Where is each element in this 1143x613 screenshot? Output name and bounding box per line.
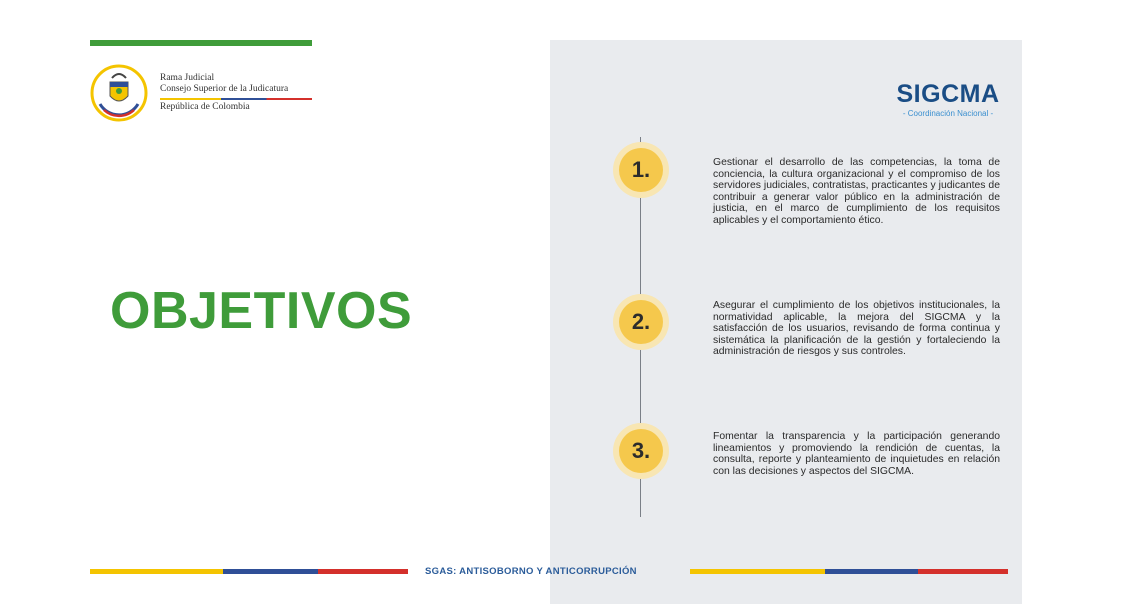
org-name-line1: Rama Judicial xyxy=(160,73,215,83)
country-name: República de Colombia xyxy=(160,102,250,112)
objective-3-text: Fomentar la transparencia y la participación generando lineamientos y promoviendo la rendición de cuentas, la consulta, reporte y planteamiento de inquietudes en relación con las decisiones y aspectos del SIGCMA. xyxy=(713,431,1000,477)
top-accent-bar xyxy=(90,40,312,46)
sigcma-brand xyxy=(883,80,1013,119)
footer-bar-blue-right xyxy=(825,569,918,574)
logo-text xyxy=(160,73,312,113)
footer-bar-red-right xyxy=(918,569,1008,574)
footer-bar-yellow-left xyxy=(90,569,223,574)
logo-divider xyxy=(160,98,312,100)
org-name-line2: Consejo Superior de la Judicatura xyxy=(160,84,289,94)
objective-1-text: Gestionar el desarrollo de las competencias, la toma de conciencia, la cultura organizacional y el compromiso de los servidores judiciales, contratistas, practicantes y judicantes de contribuir a generar valor público en la administración de justicia, en el marco de cumplimiento de los requisitos aplicables y el comportamiento ético. xyxy=(713,157,1000,226)
brand-name: SIGCMA xyxy=(896,80,1000,108)
step-number: 3. xyxy=(631,438,651,463)
step-number: 2. xyxy=(631,309,651,334)
coat-of-arms-icon xyxy=(90,64,148,122)
page-title: OBJETIVOS xyxy=(110,282,413,340)
footer-label: SGAS: ANTISOBORNO Y ANTICORRUPCIÓN xyxy=(425,566,637,577)
objective-2-text: Asegurar el cumplimiento de los objetivos institucionales, la normatividad aplicable, la mejora del SIGCMA y la satisfacción de los usuarios, revisando de forma continua y sistemática la planificación de la gestión y fortaleciendo la administración de riesgos y sus controles. xyxy=(713,300,1000,358)
footer-bar-blue-left xyxy=(223,569,318,574)
footer-band xyxy=(0,565,1143,579)
rama-judicial-logo xyxy=(90,64,330,124)
footer-bar-red-left xyxy=(318,569,408,574)
step-number: 1. xyxy=(631,157,651,182)
footer-bar-yellow-right xyxy=(690,569,825,574)
brand-subtitle: - Coordinación Nacional - xyxy=(902,109,994,118)
